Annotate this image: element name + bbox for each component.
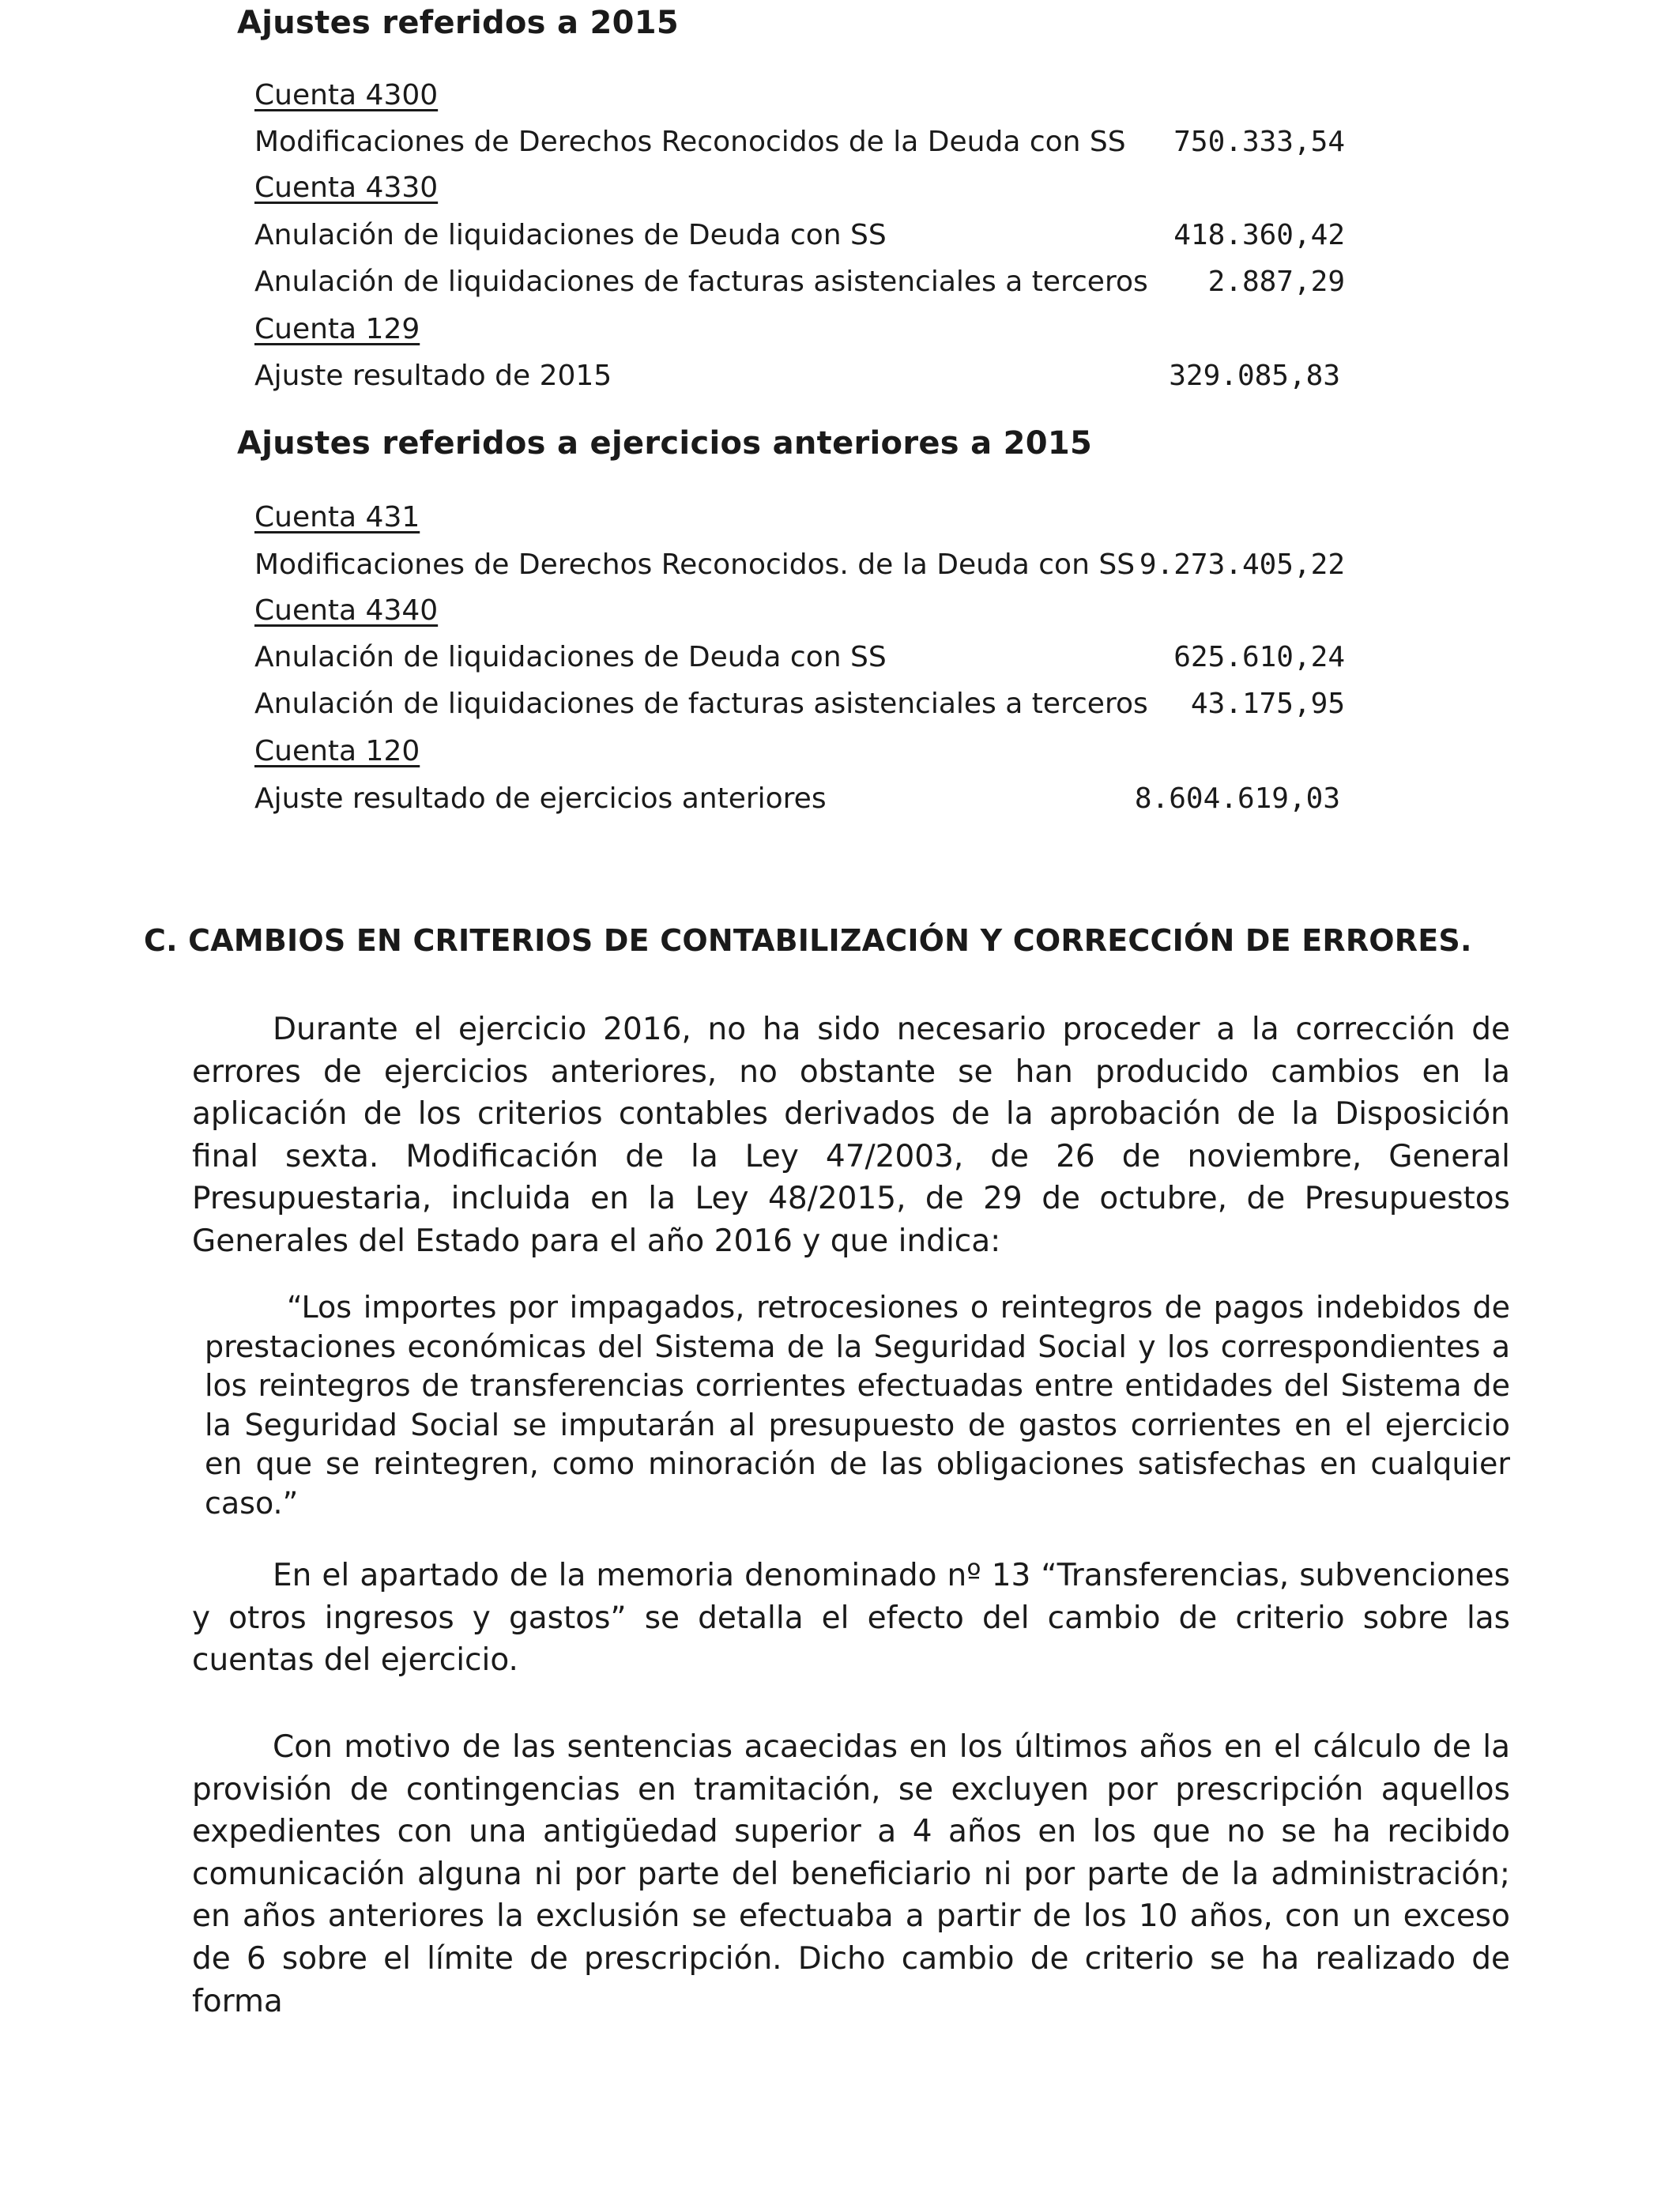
table-row [254, 688, 1345, 732]
table-row [254, 548, 1345, 593]
account-4340-label: Cuenta 4340 [254, 594, 439, 627]
row-label: Anulación de liquidaciones de Deuda con SS [254, 641, 887, 673]
table-row [254, 641, 1345, 685]
account-120-label: Cuenta 120 [254, 735, 420, 767]
row-amount: 9.273.405,22 [1139, 548, 1345, 581]
row-amount: 418.360,42 [1173, 219, 1345, 251]
paragraph-memoria-reference: En el apartado de la memoria denominado nº 13 “Transferencias, subvenciones y otros ingresos y gastos” se detalla el efecto del cambio de criterio sobre las cuentas del ejercicio. [192, 1558, 1510, 1679]
row-label: Modificaciones de Derechos Reconocidos. de la Deuda con SS [254, 548, 1136, 581]
account-4300-label: Cuenta 4300 [254, 79, 439, 111]
row-label: Anulación de liquidaciones de Deuda con SS [254, 219, 887, 251]
row-amount: 625.610,24 [1173, 641, 1345, 673]
table-row [254, 126, 1345, 170]
table-row [254, 782, 1345, 827]
section-2015-title: Ajustes referidos a 2015 [237, 5, 680, 41]
section-c-heading: C. CAMBIOS EN CRITERIOS DE CONTABILIZACIÓN Y CORRECCIÓN DE ERRORES. [144, 923, 1472, 958]
account-431-label: Cuenta 431 [254, 501, 420, 533]
row-label: Modificaciones de Derechos Reconocidos de la Deuda con SS [254, 126, 1126, 158]
row-label: Anulación de liquidaciones de facturas asistenciales a terceros [254, 688, 1148, 720]
row-amount: 329.085,83 [1169, 360, 1340, 392]
table-row [254, 219, 1345, 263]
table-row [254, 360, 1345, 404]
account-4330-label: Cuenta 4330 [254, 172, 439, 204]
account-129-label: Cuenta 129 [254, 313, 420, 345]
paragraph-prescription-change: Con motivo de las sentencias acaecidas en los últimos años en el cálculo de la provisión de contingencias en tramitación, se excluyen por prescripción aquellos expedientes con una antigüedad superior a 4 años en los que no se ha recibido comunicación alguna ni por parte del beneficiario ni por parte de la administración; en años anteriores la exclusión se efectuaba a partir de los 10 años, con un exceso de 6 sobre el límite de prescripción. Dicho cambio de criterio se ha realizado de forma [192, 1729, 1510, 2019]
row-amount: 750.333,54 [1173, 126, 1345, 158]
row-label: Anulación de liquidaciones de facturas asistenciales a terceros [254, 266, 1148, 298]
row-label: Ajuste resultado de ejercicios anteriores [254, 782, 827, 815]
quoted-legal-text: “Los importes por impagados, retrocesiones o reintegros de pagos indebidos de prestaciones económicas del Sistema de la Seguridad Social y los correspondientes a los reintegros de transferencias corrientes efectuadas entre entidades del Sistema de la Seguridad Social se imputarán al presupuesto de gastos corrientes en el ejercicio en que se reintegren, como minoración de las obligaciones satisfechas en cualquier caso.” [205, 1290, 1510, 1521]
paragraph-criteria-change: Durante el ejercicio 2016, no ha sido necesario proceder a la corrección de errores de ejercicios anteriores, no obstante se han producido cambios en la aplicación de los criterios contables derivados de la aprobación de la Disposición final sexta. Modificación de la Ley 47/2003, de 26 de noviembre, General Presupuestaria, incluida en la Ley 48/2015, de 29 de octubre, de Presupuestos Generales del Estado para el año 2016 y que indica: [192, 1012, 1510, 1259]
row-amount: 2.887,29 [1207, 266, 1345, 298]
row-label: Ajuste resultado de 2015 [254, 360, 612, 392]
table-row [254, 266, 1345, 310]
row-amount: 8.604.619,03 [1134, 782, 1340, 815]
row-amount: 43.175,95 [1190, 688, 1345, 720]
section-prev-title: Ajustes referidos a ejercicios anteriores a 2015 [237, 425, 1093, 462]
